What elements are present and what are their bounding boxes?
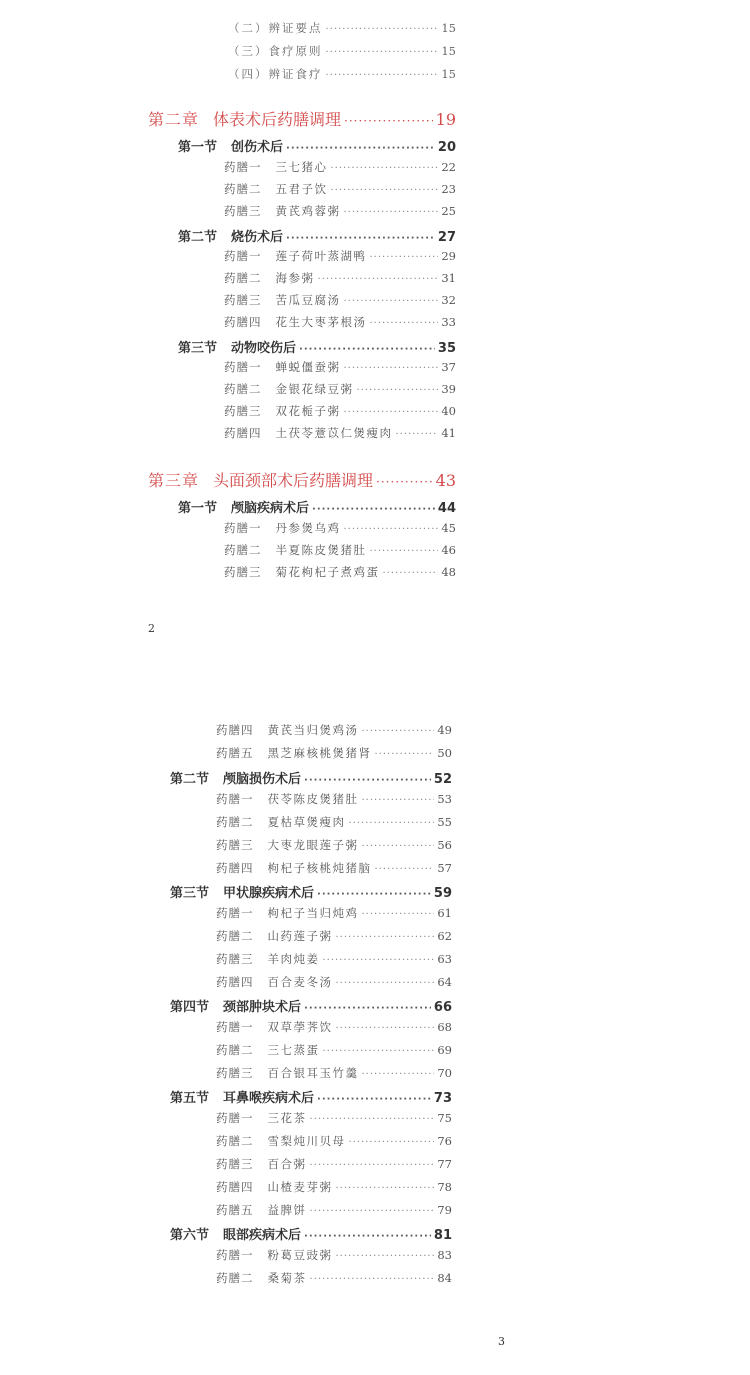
- item-title: 土茯苓薏苡仁煲瘦肉: [275, 426, 393, 440]
- item-title: 三花茶: [267, 1111, 307, 1125]
- toc-page-ref: 66: [433, 1000, 452, 1015]
- toc-page-ref: 79: [437, 1203, 452, 1217]
- toc-page-ref: 77: [437, 1157, 452, 1171]
- toc-item[interactable]: [216, 928, 452, 950]
- item-title: 百合银耳玉竹羹: [267, 1066, 359, 1080]
- toc-page-ref: 62: [437, 929, 452, 943]
- toc-page-ref: 78: [437, 1180, 452, 1194]
- toc-page-ref: 53: [437, 792, 452, 806]
- item-title: 双花栀子粥: [275, 404, 341, 418]
- toc-page-ref: 39: [441, 382, 456, 396]
- toc-page-ref: 64: [437, 975, 452, 989]
- toc-page-ref: 63: [437, 952, 452, 966]
- leader-dots: [323, 955, 435, 966]
- leader-dots: [375, 864, 435, 875]
- item-number: 药膳四: [216, 975, 254, 989]
- toc-item[interactable]: [216, 791, 452, 813]
- toc-page-ref: 49: [437, 723, 452, 737]
- toc-page-ref: 15: [441, 44, 456, 58]
- leader-dots: [310, 1274, 435, 1285]
- section-number: 第一节: [178, 140, 218, 155]
- toc-section[interactable]: [170, 768, 452, 790]
- item-title: 茯苓陈皮煲猪肚: [267, 792, 359, 806]
- chapter-title: 体表术后药膳调理: [213, 110, 342, 129]
- toc-page-ref: 20: [437, 140, 456, 155]
- leader-dots: [336, 1251, 435, 1262]
- item-title: 三七蒸蛋: [267, 1043, 320, 1057]
- chapter-number: 第二章: [148, 110, 200, 129]
- item-title: 苦瓜豆腐汤: [275, 293, 341, 307]
- item-title: 三七猪心: [275, 160, 328, 174]
- toc-section[interactable]: [170, 996, 452, 1018]
- item-number: 药膳二: [216, 1134, 254, 1148]
- leader-dots: [362, 841, 435, 852]
- item-number: 药膳三: [216, 1066, 254, 1080]
- item-number: 药膳二: [216, 1043, 254, 1057]
- toc-item[interactable]: [216, 837, 452, 859]
- toc-page-ref: 15: [441, 67, 456, 81]
- page-number: 2: [148, 622, 155, 635]
- toc-page-ref: 45: [441, 521, 456, 535]
- item-number: 药膳二: [224, 271, 262, 285]
- toc-item[interactable]: [216, 1179, 452, 1201]
- section-number: 第三节: [170, 886, 210, 901]
- leader-dots: [336, 1023, 435, 1034]
- toc-page-ref: 15: [441, 21, 456, 35]
- item-title: 山药莲子粥: [267, 929, 333, 943]
- item-number: 药膳三: [216, 952, 254, 966]
- item-number: 药膳三: [216, 1157, 254, 1171]
- item-number: 药膳三: [224, 293, 262, 307]
- leader-dots: [375, 749, 435, 760]
- section-title: 眼部疾病术后: [223, 1228, 302, 1243]
- item-number: 药膳一: [216, 1020, 254, 1034]
- toc-page-ref: 25: [441, 204, 456, 218]
- toc-item[interactable]: [216, 1065, 452, 1087]
- section-number: 第二节: [178, 230, 218, 245]
- section-number: 第三节: [178, 341, 218, 356]
- leader-dots: [336, 978, 435, 989]
- item-number: 药膳一: [216, 1248, 254, 1262]
- leader-dots: [349, 818, 435, 829]
- item-title: 粉葛豆豉粥: [267, 1248, 333, 1262]
- item-title: 桑菊茶: [267, 1271, 307, 1285]
- item-number: 药膳一: [216, 906, 254, 920]
- toc-item[interactable]: [216, 1270, 452, 1292]
- toc-page-ref: 29: [441, 249, 456, 263]
- item-number: 药膳二: [216, 929, 254, 943]
- toc-page-ref: 76: [437, 1134, 452, 1148]
- leader-dots: [362, 726, 435, 737]
- item-number: 药膳三: [224, 204, 262, 218]
- toc-page-ref: 37: [441, 360, 456, 374]
- toc-page-ref: 73: [433, 1091, 452, 1106]
- toc-item[interactable]: [216, 974, 452, 996]
- toc-page-ref: 69: [437, 1043, 452, 1057]
- item-title: 莲子荷叶蒸湖鸭: [275, 249, 367, 263]
- section-title: 颅脑损伤术后: [223, 772, 302, 787]
- leader-dots: [362, 909, 435, 920]
- section-title: 颈部肿块术后: [223, 1000, 302, 1015]
- item-title: 蝉蜕僵蚕粥: [275, 360, 341, 374]
- leader-dots: [310, 1160, 435, 1171]
- section-number: 第四节: [170, 1000, 210, 1015]
- toc-page-ref: 40: [441, 404, 456, 418]
- leader-dots: [336, 1183, 435, 1194]
- item-number: 药膳四: [224, 315, 262, 329]
- toc-page-ref: 31: [441, 271, 456, 285]
- item-number: 药膳四: [216, 1180, 254, 1194]
- section-title: 动物咬伤后: [231, 341, 297, 356]
- toc-page-ref: 57: [437, 861, 452, 875]
- item-title: 花生大枣茅根汤: [275, 315, 367, 329]
- toc-item[interactable]: [216, 722, 452, 744]
- toc-page-ref: 84: [437, 1271, 452, 1285]
- item-number: 药膳四: [216, 723, 254, 737]
- toc-item[interactable]: [216, 860, 452, 882]
- toc-subsection-label: （四）辨证食疗: [228, 67, 323, 81]
- page-number: 3: [498, 1335, 505, 1348]
- item-number: 药膳二: [224, 382, 262, 396]
- item-number: 药膳一: [216, 1111, 254, 1125]
- toc-section[interactable]: [170, 882, 452, 904]
- toc-subsection-label: （二）辨证要点: [228, 21, 323, 35]
- toc-page-ref: 70: [437, 1066, 452, 1080]
- chapter-title: 头面颈部术后药膳调理: [213, 471, 374, 490]
- item-title: 金银花绿豆粥: [275, 382, 354, 396]
- item-title: 山楂麦芽粥: [267, 1180, 333, 1194]
- toc-page-ref: 35: [437, 341, 456, 356]
- item-title: 百合麦冬汤: [267, 975, 333, 989]
- toc-page-ref: 33: [441, 315, 456, 329]
- item-number: 药膳三: [224, 404, 262, 418]
- leader-dots: [362, 1069, 435, 1080]
- section-number: 第五节: [170, 1091, 210, 1106]
- toc-page-ref: 59: [433, 886, 452, 901]
- leader-dots: [317, 1094, 431, 1105]
- toc-page-ref: 22: [441, 160, 456, 174]
- toc-item[interactable]: [216, 1202, 452, 1224]
- toc-page-ref: 46: [441, 543, 456, 557]
- leader-dots: [317, 889, 431, 900]
- section-number: 第二节: [170, 772, 210, 787]
- section-title: 颅脑疾病术后: [231, 501, 310, 516]
- toc-item[interactable]: [216, 1156, 452, 1178]
- item-title: 五君子饮: [275, 182, 328, 196]
- item-title: 丹参煲乌鸡: [275, 521, 341, 535]
- toc-page-ref: 41: [441, 426, 456, 440]
- leader-dots: [310, 1206, 435, 1217]
- leader-dots: [362, 795, 435, 806]
- section-title: 创伤术后: [231, 140, 284, 155]
- leader-dots: [304, 775, 431, 786]
- item-title: 羊肉炖姜: [267, 952, 320, 966]
- item-number: 药膳一: [216, 792, 254, 806]
- toc-item[interactable]: [216, 951, 452, 973]
- toc-page-ref: 83: [437, 1248, 452, 1262]
- item-number: 药膳四: [224, 426, 262, 440]
- toc-item[interactable]: [216, 1042, 452, 1064]
- item-title: 菊花枸杞子煮鸡蛋: [275, 565, 380, 579]
- toc-page-ref: 48: [441, 565, 456, 579]
- item-title: 黑芝麻核桃煲猪肾: [267, 746, 372, 760]
- leader-dots: [310, 1114, 435, 1125]
- item-number: 药膳三: [224, 565, 262, 579]
- item-number: 药膳一: [224, 249, 262, 263]
- toc-item[interactable]: [216, 1247, 452, 1269]
- toc-page-ref: 61: [437, 906, 452, 920]
- item-number: 药膳二: [216, 815, 254, 829]
- item-number: 药膳二: [224, 543, 262, 557]
- item-title: 大枣龙眼莲子粥: [267, 838, 359, 852]
- toc-page-ref: 23: [441, 182, 456, 196]
- toc-page-ref: 32: [441, 293, 456, 307]
- toc-item[interactable]: [216, 1110, 452, 1132]
- toc-section[interactable]: [170, 1224, 452, 1246]
- item-number: 药膳五: [216, 746, 254, 760]
- toc-item[interactable]: [216, 1133, 452, 1155]
- item-title: 半夏陈皮煲猪肚: [275, 543, 367, 557]
- leader-dots: [323, 1046, 435, 1057]
- item-title: 雪梨炖川贝母: [267, 1134, 346, 1148]
- leader-dots: [336, 932, 435, 943]
- item-number: 药膳五: [216, 1203, 254, 1217]
- item-number: 药膳四: [216, 861, 254, 875]
- item-title: 海参粥: [275, 271, 315, 285]
- toc-item[interactable]: [216, 905, 452, 927]
- item-title: 枸杞子当归炖鸡: [267, 906, 359, 920]
- item-title: 黄芪当归煲鸡汤: [267, 723, 359, 737]
- item-number: 药膳二: [224, 182, 262, 196]
- toc-page-ref: 52: [433, 772, 452, 787]
- item-number: 药膳三: [216, 838, 254, 852]
- toc-item[interactable]: [216, 1019, 452, 1041]
- toc-page-ref: 50: [437, 746, 452, 760]
- item-title: 夏枯草煲瘦肉: [267, 815, 346, 829]
- toc-page-ref: 68: [437, 1020, 452, 1034]
- toc-subsection-label: （三）食疗原则: [228, 44, 323, 58]
- item-number: 药膳一: [224, 360, 262, 374]
- section-title: 甲状腺疾病术后: [223, 886, 315, 901]
- toc-section[interactable]: [170, 1087, 452, 1109]
- item-number: 药膳二: [216, 1271, 254, 1285]
- toc-page-ref: 27: [437, 230, 456, 245]
- leader-dots: [304, 1231, 431, 1242]
- toc-page-ref: 55: [437, 815, 452, 829]
- item-title: 益脾饼: [267, 1203, 307, 1217]
- item-title: 百合粥: [267, 1157, 307, 1171]
- item-title: 黄芪鸡蓉粥: [275, 204, 341, 218]
- leader-dots: [349, 1137, 435, 1148]
- section-title: 烧伤术后: [231, 230, 284, 245]
- toc-page-ref: 44: [437, 501, 456, 516]
- section-number: 第六节: [170, 1228, 210, 1243]
- item-number: 药膳一: [224, 160, 262, 174]
- chapter-number: 第三章: [148, 471, 200, 490]
- item-number: 药膳一: [224, 521, 262, 535]
- item-title: 双草荸荠饮: [267, 1020, 333, 1034]
- section-title: 耳鼻喉疾病术后: [223, 1091, 315, 1106]
- section-number: 第一节: [178, 501, 218, 516]
- toc-page-ref: 75: [437, 1111, 452, 1125]
- toc-page-ref: 56: [437, 838, 452, 852]
- item-title: 枸杞子核桃炖猪脑: [267, 861, 372, 875]
- toc-item[interactable]: [216, 814, 452, 836]
- toc-item[interactable]: [216, 745, 452, 767]
- leader-dots: [304, 1003, 431, 1014]
- toc-page-ref: 43: [435, 471, 456, 490]
- toc-page-ref: 81: [433, 1228, 452, 1243]
- toc-page-ref: 19: [435, 110, 456, 129]
